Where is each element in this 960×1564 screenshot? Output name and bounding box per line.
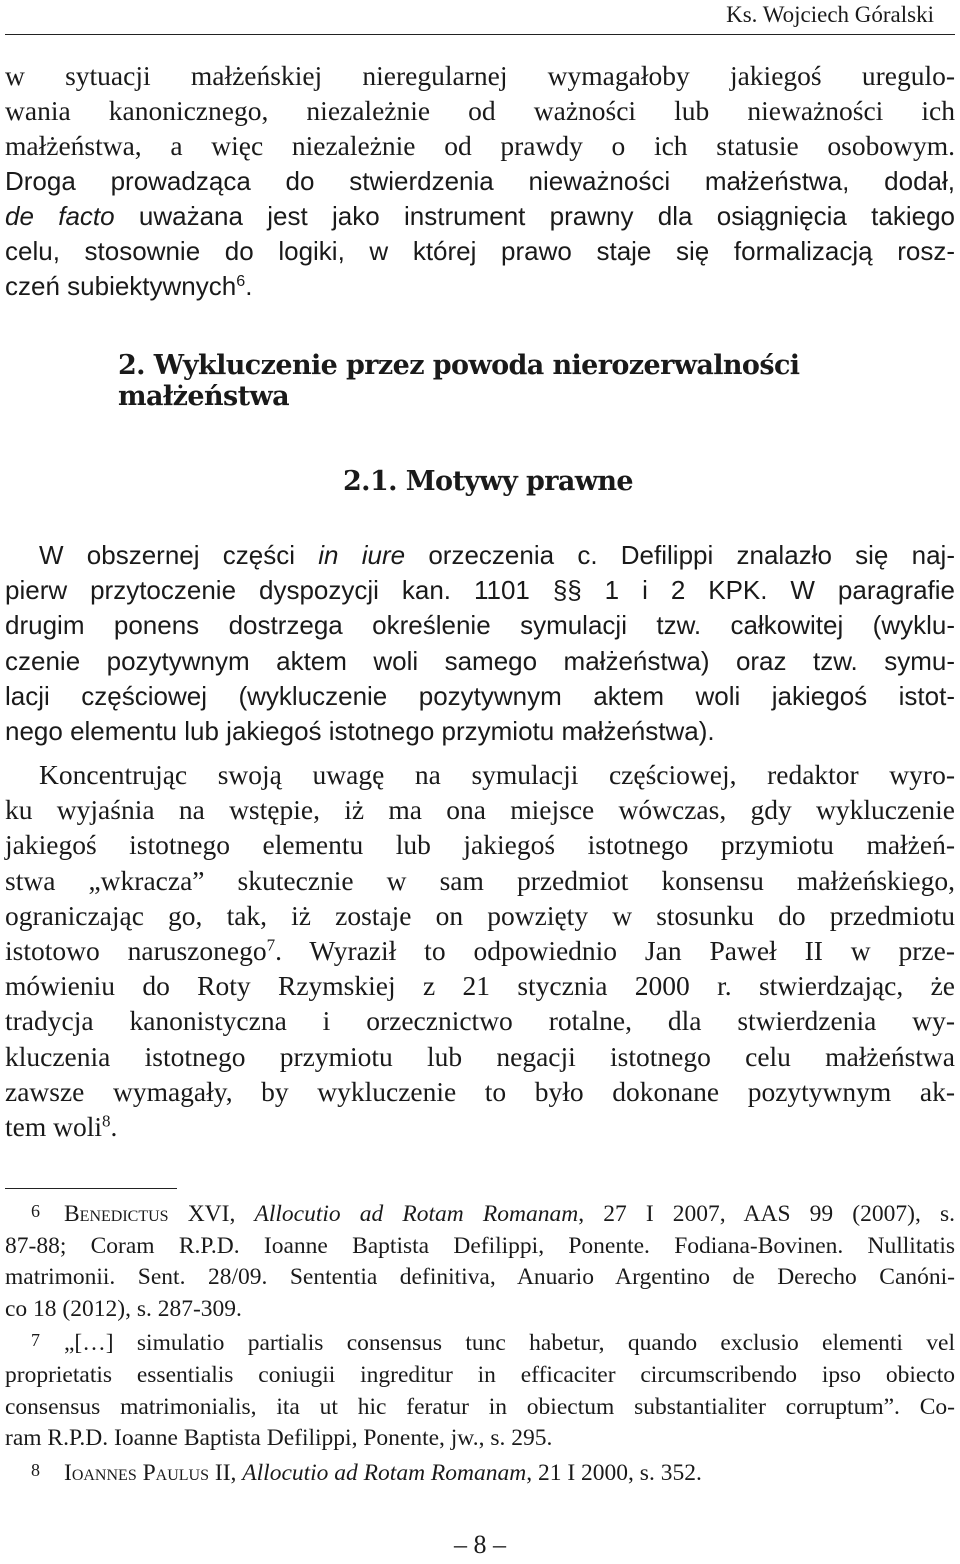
author-name: Benedictus [64,1201,169,1227]
paragraph-line [5,199,955,234]
paragraph-line: w sytuacji małżeńskiej nieregularnej wymagałoby jakiegoś uregulo- [5,60,955,91]
paragraph-line: nego elementu lub jakiegoś istotnego przymiotu małżeństwa). [5,716,715,747]
footnote-line: ram R.P.D. Ioanne Baptista Defilippi, Ponente, jw., s. 295. [5,1425,553,1452]
footnotes [5,1196,955,1489]
paragraph-line [5,269,955,304]
paragraph-line: ograniczając go, tak, iż zostaje on powzięty w stosunku do przedmiotu [5,899,955,931]
paragraph-line: wania kanonicznego, niezależnie od ważności lub nieważności ich [5,95,955,127]
footnote-ref-7[interactable]: 7 [266,935,276,955]
header-rule [5,34,955,35]
paragraph-line: zawsze wymagały, by wykluczenie to było dokonane pozytywnym ak- [5,1075,955,1107]
italic-term: de facto [5,200,115,231]
paragraph-line: małżeństwa, a więc niezależnie od prawdy o ich statusie osobowym. [5,130,955,162]
footnote-line [5,1196,955,1231]
paragraph-line: stwa „wkracza” skutecznie w sam przedmiot konsensu małżeńskiego, [5,864,955,896]
line-text: , 21 I 2000, s. 352. [526,1459,702,1486]
line-text: II, [209,1459,243,1486]
italic-term: in iure [318,540,406,570]
paragraph-line: kluczenia istotnego przymiotu lub negacji istotnego celu małżeństwa [5,1040,955,1072]
line-text: istotowo naruszonego [5,935,267,967]
footnote-number: 7 [31,1330,40,1351]
italic-title: Allocutio ad Rotam Romanam [242,1459,527,1486]
paragraph-line: pierw przytoczenie dyspozycji kan. 1101 §§ 1 i 2 KPK. W paragrafie [5,575,955,606]
footnote-6 [5,1196,955,1325]
line-text: orzeczenia c. Defilippi znalazło się naj- [405,540,955,570]
paragraph-line: Koncentrując swoją uwagę na symulacji częściowej, redaktor wyro- [39,759,955,790]
footnote-8 [5,1455,955,1490]
line-text: . [110,1111,118,1143]
section-heading-2: 2. Wykluczenie przez powoda nierozerwalności małżeństwa [118,350,800,412]
footnote-ref-6[interactable]: 6 [236,272,246,291]
footnote-ref-8[interactable]: 8 [102,1111,111,1131]
paragraph-line: ku wyjaśnia na wstępie, iż ma ona miejsce wówczas, gdy wykluczenie [5,794,955,826]
paragraph-line [5,1109,955,1144]
paragraph-line: czenie pozytywnym aktem woli samego małżeństwa) oraz tzw. symu- [5,645,955,676]
line-text: . Wyraził to odpowiednio Jan Paweł II w prze- [275,935,955,967]
footnote-line: 87-88; Coram R.P.D. Ioanne Baptista Defilippi, Ponente. Fodiana-Bovinen. Nullitatis [5,1232,955,1259]
paragraph-line [5,538,955,573]
footnote-line: matrimonii. Sent. 28/09. Sententia definitiva, Anuario Argentino de Derecho Canóni- [5,1264,955,1291]
paragraph-line: drugim ponens dostrzega określenie symulacji tzw. całkowitej (wyklu- [5,610,955,641]
paragraph-2 [5,538,955,749]
paragraph-line: lacji częściowej (wykluczenie pozytywnym aktem woli jakiegoś istot- [5,680,955,711]
line-text: XVI, [168,1201,255,1227]
line-text: . [245,271,253,302]
paragraph-line: mówieniu do Roty Rzymskiej z 21 stycznia 2000 r. stwierdzając, że [5,970,955,1002]
line-text: , 27 I 2007, AAS 99 (2007), s. [578,1201,955,1227]
line-text: uważana jest jako instrument prawny dla osiągnięcia takiego [114,200,956,231]
line-text: „[…] simulatio partialis consensus tunc habetur, quando exclusio elementi vel [64,1330,955,1357]
footnote-line: co 18 (2012), s. 287-309. [5,1295,242,1322]
footnote-line [5,1455,955,1490]
paragraph-line: Droga prowadząca do stwierdzenia nieważności małżeństwa, dodał, [5,165,955,196]
footnote-line: proprietatis essentialis coniugii ingreditur in efficaciter circumscribendo ipso obiecto [5,1361,955,1388]
footnote-number: 8 [31,1459,40,1480]
author-name: Ioannes Paulus [64,1459,209,1486]
subsection-heading-2-1: 2.1. Motywy prawne [343,466,634,497]
footnote-line: consensus matrimonialis, ita ut hic feratur in obiectum substantialiter corruptum”. Co- [5,1393,955,1420]
line-text: czeń subiektywnych [5,271,237,302]
paragraph-3 [5,757,955,1144]
paragraph-line: tradycja kanonistyczna i orzecznictwo rotalne, dla stwierdzenia wy- [5,1005,955,1037]
paragraph-line [5,933,955,968]
line-text: tem woli [5,1111,103,1143]
italic-title: Allocutio ad Rotam Romanam [254,1201,579,1227]
footnote-7 [5,1325,955,1454]
paragraph-line: celu, stosownie do logiki, w której prawo staje się formalizacją rosz- [5,236,955,267]
paragraph-1 [5,58,955,304]
footnote-number: 6 [31,1201,40,1221]
footnote-line [5,1325,955,1360]
footnote-rule [5,1188,177,1189]
running-header-author: Ks. Wojciech Góralski [726,2,934,27]
page-number: – 8 – [454,1530,506,1559]
running-header [0,0,960,32]
line-text: W obszernej części [39,540,319,570]
paragraph-line: jakiegoś istotnego elementu lub jakiegoś istotnego przymiotu małżeń- [5,829,955,861]
